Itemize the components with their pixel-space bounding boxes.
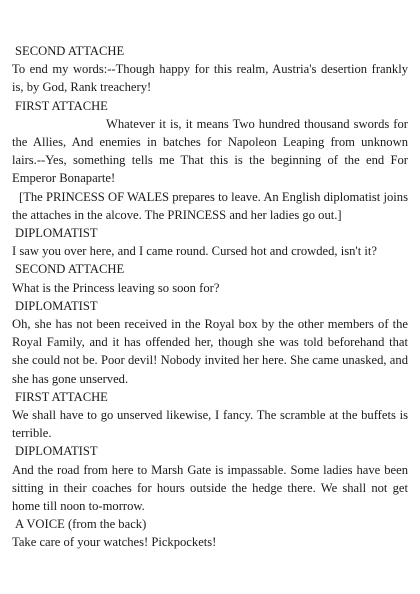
speaker-second-attache: SECOND ATTACHE: [15, 44, 125, 58]
stage-direction: [The PRINCESS OF WALES prepares to leave. An English diplomatist joins the attaches in the alcove. The PRINCESS and her ladies go out.]: [12, 189, 408, 222]
dialogue-line: Oh, she has not been received in the Royal box by the other members of the Royal Family, and it has offended her, though she was told beforehand that she could not be. Poor devil! Nobody invited her here. She came unasked, and she has gone unserved.: [12, 317, 408, 386]
speaker-a-voice: A VOICE (from the back): [15, 517, 147, 532]
dialogue-line: What is the Princess leaving so soon for?: [12, 280, 220, 295]
dialogue-line: Whatever it is, it means Two hundred thousand swords for the Allies, And enemies in batches for Napoleon Leaping from unknown lairs.--Yes, something tells me That this is the beginning of the end For Emperor Bonaparte!: [12, 116, 408, 186]
speaker-diplomatist: DIPLOMATIST: [15, 444, 98, 459]
dialogue-line: To end my words:--Though happy for this realm, Austria's desertion frankly is, by God, Rank treachery!: [12, 62, 408, 95]
dialogue-line: We shall have to go unserved likewise, I fancy. The scramble at the buffets is terrible.: [12, 408, 408, 441]
speaker-diplomatist: DIPLOMATIST: [15, 298, 98, 313]
dialogue-line: And the road from here to Marsh Gate is impassable. Some ladies have been sitting in their coaches for hours outside the hedge there. We shall not get home till noon to-morrow.: [12, 462, 408, 514]
document-page: [12, 42, 408, 552]
speaker-second-attache: SECOND ATTACHE: [15, 262, 125, 277]
dialogue-line: Take care of your watches! Pickpockets!: [12, 535, 217, 550]
dialogue-line: I saw you over here, and I came round. Cursed hot and crowded, isn't it?: [12, 244, 377, 259]
speaker-diplomatist: DIPLOMATIST: [15, 226, 98, 241]
speaker-first-attache: FIRST ATTACHE: [15, 98, 108, 113]
speaker-first-attache: FIRST ATTACHE: [15, 389, 108, 404]
